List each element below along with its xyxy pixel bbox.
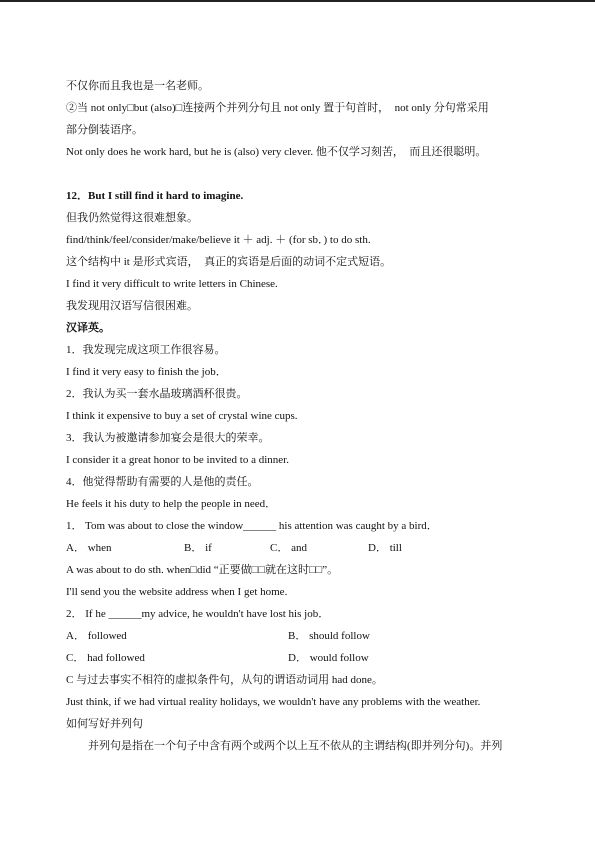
translation-line: 我发现用汉语写信很困难。	[66, 300, 198, 312]
text-line: ②当 not only□but (also)□连接两个并列分句且 not only 置于句首时， not only 分句常采用	[66, 102, 489, 114]
q1-option-a: A． when	[66, 542, 112, 554]
section-heading: 12．But I still find it hard to imagine.	[66, 190, 244, 202]
example-sentence: I find it very difficult to write letters in Chinese.	[66, 278, 278, 290]
example-sentence: I'll send you the website address when I get home.	[66, 586, 288, 598]
exercise-answer: I find it very easy to finish the job．	[66, 366, 227, 378]
q1-option-c: C． and	[270, 542, 307, 554]
exercise-heading: 汉译英。	[66, 322, 110, 334]
q2-option-a: A． followed	[66, 630, 127, 642]
example-sentence: Just think, if we had virtual reality holidays, we wouldn't have any problems with the weather.	[66, 696, 481, 708]
exercise-item: 4．他觉得帮助有需要的人是他的责任。	[66, 476, 259, 488]
paragraph-line: 并列句是指在一个句子中含有两个或两个以上互不依从的主谓结构(即并列分句)。并列	[88, 740, 503, 752]
exercise-answer: I consider it a great honor to be invited to a dinner.	[66, 454, 289, 466]
q2-answer-explanation: C 与过去事实不相符的虚拟条件句，从句的谓语动词用 had done。	[66, 674, 383, 686]
exercise-answer: He feels it his duty to help the people in need．	[66, 498, 277, 510]
exercise-answer: I think it expensive to buy a set of crystal wine cups.	[66, 410, 298, 422]
translation-line: 但我仍然觉得这很难想象。	[66, 212, 198, 224]
example-sentence: Not only does he work hard, but he is (also) very clever. 他不仅学习刻苦， 而且还很聪明。	[66, 146, 487, 158]
question-2: 2． If he ______my advice, he wouldn't have lost his job．	[66, 608, 330, 620]
q2-option-b: B． should follow	[288, 630, 370, 642]
q2-option-c: C． had followed	[66, 652, 145, 664]
q1-option-b: B． if	[184, 542, 212, 554]
exercise-item: 2．我认为买一套水晶玻璃酒杯很贵。	[66, 388, 248, 400]
exercise-item: 1．我发现完成这项工作很容易。	[66, 344, 226, 356]
top-border	[0, 0, 595, 2]
structure-formula: find/think/feel/consider/make/believe it ＋ adj. ＋ (for sb．) to do sth.	[66, 234, 371, 246]
text-line: 不仅你而且我也是一名老师。	[66, 80, 209, 92]
q1-option-d: D． till	[368, 542, 402, 554]
exercise-item: 3．我认为被邀请参加宴会是很大的荣幸。	[66, 432, 270, 444]
section-heading: 如何写好并列句	[66, 718, 143, 730]
q2-option-d: D． would follow	[288, 652, 369, 664]
text-line: 部分倒装语序。	[66, 124, 143, 136]
explanation-line: 这个结构中 it 是形式宾语， 真正的宾语是后面的动词不定式短语。	[66, 256, 392, 268]
question-1: 1． Tom was about to close the window______ his attention was caught by a bird．	[66, 520, 438, 532]
q1-answer-explanation: A was about to do sth. when□did “正要做□□就在这时□□”。	[66, 564, 339, 576]
